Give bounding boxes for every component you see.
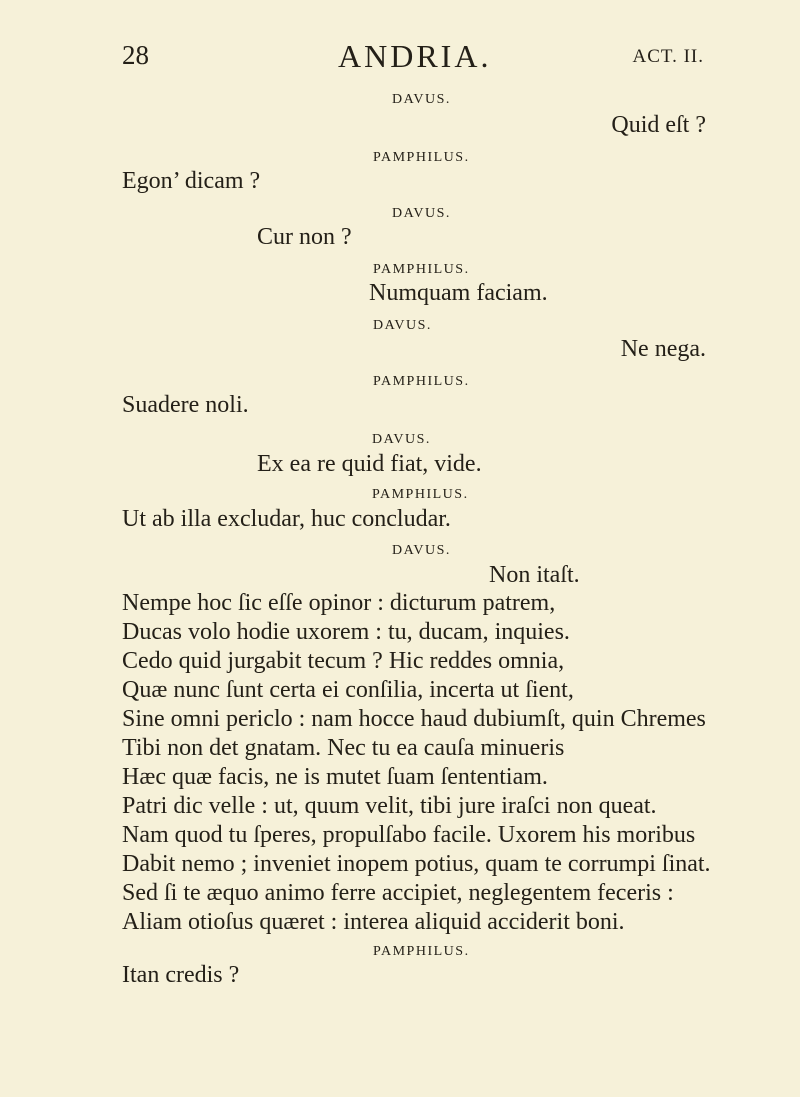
speech-line: Sed ſi te æquo animo ferre accipiet, neglegentem feceris : [122, 880, 674, 906]
speaker-label: DAVUS. [392, 543, 451, 558]
speech-line: Ducas volo hodie uxorem : tu, ducam, inquies. [122, 619, 570, 645]
dialogue-line: Ex ea re quid fiat, vide. [257, 451, 482, 477]
speaker-label: DAVUS. [372, 432, 431, 447]
dialogue-line: Quid eſt ? [611, 112, 706, 138]
speech-line: Sine omni periclo : nam hocce haud dubiumſt, quin Chremes [122, 706, 706, 732]
dialogue-line: Egon’ dicam ? [122, 168, 261, 194]
dialogue-line: Ne nega. [620, 336, 706, 362]
speech-line: Patri dic velle : ut, quum velit, tibi jure iraſci non queat. [122, 793, 657, 819]
speaker-label: PAMPHILUS. [373, 374, 470, 389]
speech-line: Nempe hoc ſic eſſe opinor : dicturum patrem, [122, 590, 556, 616]
speaker-label: PAMPHILUS. [373, 150, 470, 165]
speech-line: Cedo quid jurgabit tecum ? Hic reddes omnia, [122, 648, 565, 674]
speaker-label: PAMPHILUS. [372, 487, 469, 502]
speaker-label: PAMPHILUS. [373, 944, 470, 959]
act-label: ACT. II. [632, 46, 704, 67]
speech-line: Hæc quæ facis, ne is mutet ſuam ſententiam. [122, 764, 548, 790]
dialogue-line: Suadere noli. [122, 392, 249, 418]
dialogue-line: Numquam faciam. [369, 280, 548, 306]
dialogue-line: Cur non ? [257, 224, 352, 250]
dialogue-line: Itan credis ? [122, 962, 240, 988]
speaker-label: DAVUS. [373, 318, 432, 333]
speech-line: Nam quod tu ſperes, propulſabo facile. Uxorem his moribus [122, 822, 696, 848]
speaker-label: DAVUS. [392, 92, 451, 107]
speech-line: Dabit nemo ; inveniet inopem potius, quam te corrumpi ſinat. [122, 851, 711, 877]
dialogue-line: Ut ab illa excludar, huc concludar. [122, 506, 451, 532]
page-title: ANDRIA. [338, 38, 492, 74]
speech-line: Aliam otioſus quæret : interea aliquid acciderit boni. [122, 909, 625, 935]
page-number: 28 [122, 40, 149, 70]
dialogue-line: Non itaſt. [489, 562, 580, 588]
speech-line: Tibi non det gnatam. Nec tu ea cauſa minueris [122, 735, 565, 761]
speech-line: Quæ nunc ſunt certa ei conſilia, incerta ut ſient, [122, 677, 574, 703]
speaker-label: PAMPHILUS. [373, 262, 470, 277]
speaker-label: DAVUS. [392, 206, 451, 221]
